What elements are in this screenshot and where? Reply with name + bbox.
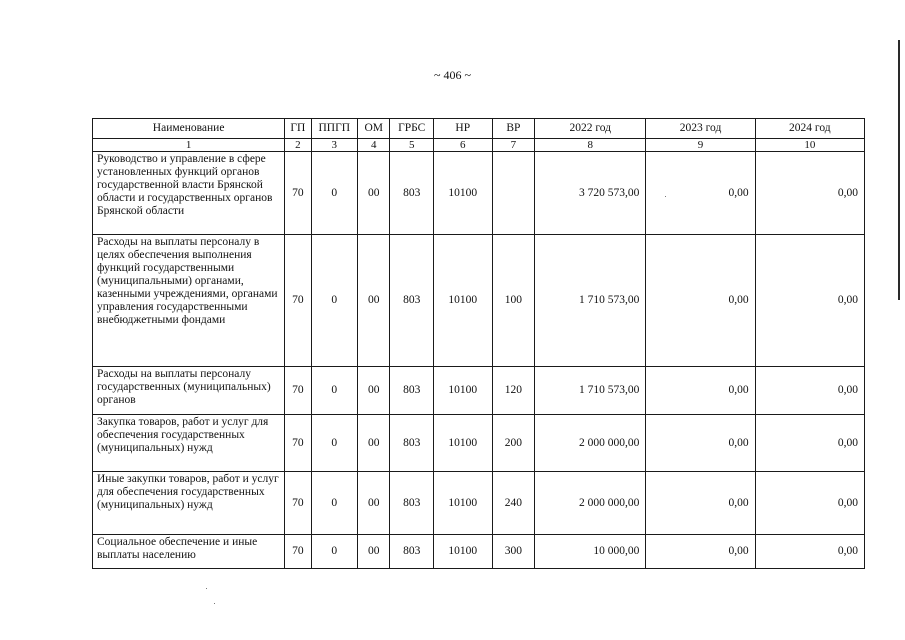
row-ppgp: 0: [311, 235, 358, 367]
row-vr: [492, 152, 534, 235]
column-number: 1: [93, 139, 285, 152]
budget-table: [92, 118, 865, 569]
row-ppgp: 0: [311, 415, 358, 472]
row-vr: 200: [492, 415, 534, 472]
row-grbs: 803: [390, 472, 434, 535]
row-om: 00: [358, 535, 390, 569]
row-gp: 70: [285, 152, 311, 235]
header-vr: ВР: [492, 119, 534, 139]
row-vr: 100: [492, 235, 534, 367]
row-vr: 240: [492, 472, 534, 535]
row-gp: 70: [285, 415, 311, 472]
row-grbs: 803: [390, 415, 434, 472]
row-vr: 120: [492, 367, 534, 415]
row-om: 00: [358, 235, 390, 367]
row-name: Руководство и управление в сфере установленных функций органов государственной власти Брянской области и государственных органов Брянской области: [93, 152, 285, 235]
table-row: [93, 535, 865, 569]
row-amount-2023: 0,00: [646, 367, 755, 415]
table-row: [93, 415, 865, 472]
row-nr: 10100: [433, 535, 492, 569]
row-gp: 70: [285, 535, 311, 569]
page-number: ~ 406 ~: [434, 68, 471, 82]
column-number: 9: [646, 139, 755, 152]
row-amount-2022: 1 710 573,00: [535, 367, 646, 415]
table-row: [93, 367, 865, 415]
header-gp: ГП: [285, 119, 311, 139]
row-vr: 300: [492, 535, 534, 569]
row-amount-2022: 2 000 000,00: [535, 472, 646, 535]
column-number: 5: [390, 139, 434, 152]
row-amount-2024: 0,00: [755, 415, 864, 472]
header-2023: 2023 год: [646, 119, 755, 139]
row-gp: 70: [285, 235, 311, 367]
table-body: [93, 139, 865, 569]
row-name: Социальное обеспечение и иные выплаты населению: [93, 535, 285, 569]
row-nr: 10100: [433, 235, 492, 367]
row-nr: 10100: [433, 152, 492, 235]
row-grbs: 803: [390, 235, 434, 367]
column-number: 7: [492, 139, 534, 152]
row-amount-2024: 0,00: [755, 472, 864, 535]
row-grbs: 803: [390, 535, 434, 569]
row-ppgp: 0: [311, 152, 358, 235]
row-ppgp: 0: [311, 472, 358, 535]
row-amount-2023: 0,00: [646, 535, 755, 569]
header-ppgp: ППГП: [311, 119, 358, 139]
header-row: [93, 119, 865, 139]
row-grbs: 803: [390, 367, 434, 415]
row-amount-2022: 3 720 573,00: [535, 152, 646, 235]
row-ppgp: 0: [311, 367, 358, 415]
row-om: 00: [358, 367, 390, 415]
scan-edge-line: [898, 40, 900, 300]
row-nr: 10100: [433, 472, 492, 535]
row-amount-2024: 0,00: [755, 535, 864, 569]
row-nr: 10100: [433, 415, 492, 472]
table-row: [93, 152, 865, 235]
row-nr: 10100: [433, 367, 492, 415]
column-number: 3: [311, 139, 358, 152]
row-amount-2023: 0,00: [646, 235, 755, 367]
header-2022: 2022 год: [535, 119, 646, 139]
column-number: 10: [755, 139, 864, 152]
header-nr: НР: [433, 119, 492, 139]
row-gp: 70: [285, 472, 311, 535]
row-ppgp: 0: [311, 535, 358, 569]
header-grbs: ГРБС: [390, 119, 434, 139]
scan-speck: [665, 196, 666, 197]
row-amount-2024: 0,00: [755, 367, 864, 415]
table-header: [93, 119, 865, 139]
column-number: 6: [433, 139, 492, 152]
row-amount-2023: 0,00: [646, 415, 755, 472]
header-2024: 2024 год: [755, 119, 864, 139]
row-om: 00: [358, 152, 390, 235]
column-number: 2: [285, 139, 311, 152]
row-amount-2024: 0,00: [755, 152, 864, 235]
row-name: Закупка товаров, работ и услуг для обеспечения государственных (муниципальных) нужд: [93, 415, 285, 472]
row-amount-2022: 10 000,00: [535, 535, 646, 569]
table-row: [93, 235, 865, 367]
scan-speck: [206, 588, 207, 589]
row-om: 00: [358, 415, 390, 472]
scan-speck: [214, 603, 215, 604]
row-om: 00: [358, 472, 390, 535]
row-amount-2023: 0,00: [646, 152, 755, 235]
row-amount-2022: 1 710 573,00: [535, 235, 646, 367]
row-amount-2022: 2 000 000,00: [535, 415, 646, 472]
row-amount-2023: 0,00: [646, 472, 755, 535]
column-number: 4: [358, 139, 390, 152]
row-gp: 70: [285, 367, 311, 415]
column-number-row: [93, 139, 865, 152]
column-number: 8: [535, 139, 646, 152]
header-om: ОМ: [358, 119, 390, 139]
row-amount-2024: 0,00: [755, 235, 864, 367]
row-name: Расходы на выплаты персоналу государственных (муниципальных) органов: [93, 367, 285, 415]
row-name: Иные закупки товаров, работ и услуг для обеспечения государственных (муниципальных) нужд: [93, 472, 285, 535]
row-grbs: 803: [390, 152, 434, 235]
table-row: [93, 472, 865, 535]
header-name: Наименование: [93, 119, 285, 139]
row-name: Расходы на выплаты персоналу в целях обеспечения выполнения функций государственными (муниципальными) органами, казенными учреждениями, органами управления государственными внебюджетными фондами: [93, 235, 285, 367]
